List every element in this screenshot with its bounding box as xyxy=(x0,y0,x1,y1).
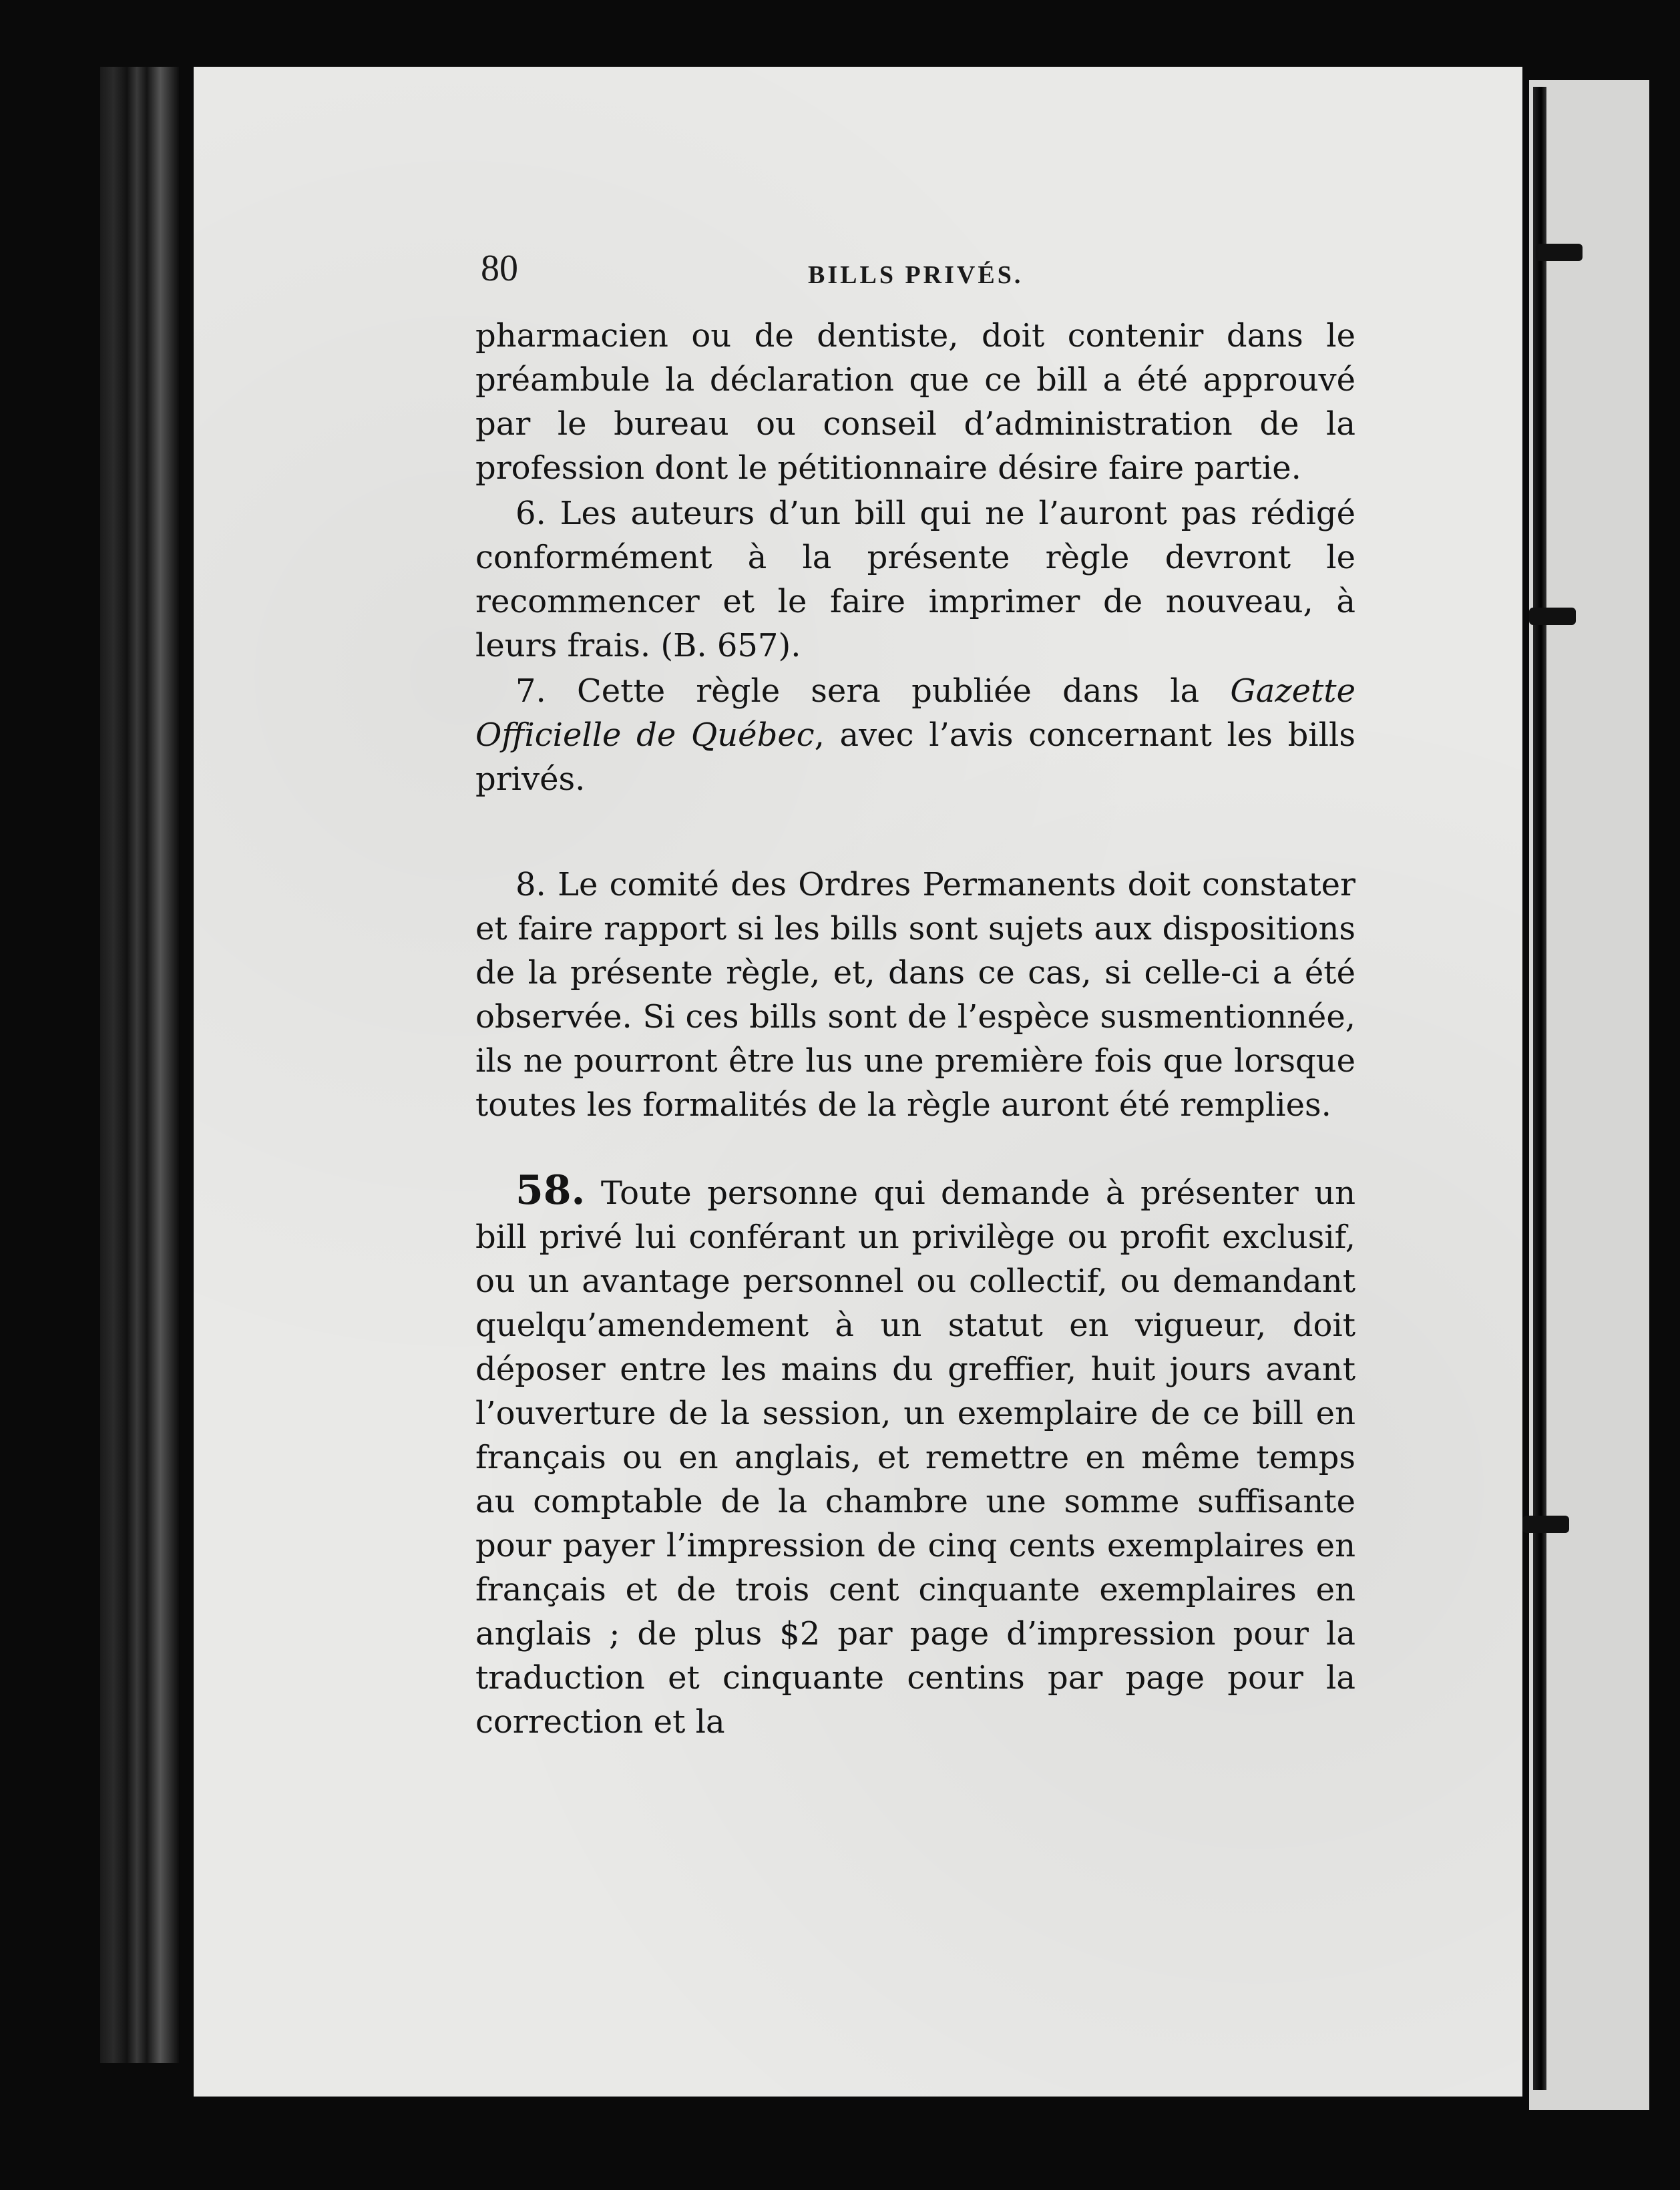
binding-knot xyxy=(1522,1516,1569,1533)
adjacent-page-edge xyxy=(1529,80,1649,2110)
paragraph-rule-8: 8. Le comité des Ordres Permanents doit constater et faire rapport si les bills sont sujets aux dispositions de la présente règle, et, dans ce cas, si celle-ci a été observée. Si ces bills sont de l’espèce susmentionnée, ils ne pourront être lus une première fois que lorsque toutes les formalités de la règle auront été remplies. xyxy=(475,866,1355,1124)
microfilm-border xyxy=(100,67,179,2063)
paragraph-continuation: pharmacien ou de dentiste, doit contenir dans le préambule la déclaration que ce bill a été approuvé par le bureau ou conseil d’administration de la profession dont le pétitionnaire désire faire partie. xyxy=(475,317,1355,487)
paragraph-rule-7 xyxy=(475,669,1355,801)
page-body xyxy=(475,314,1355,1744)
rule-7-lead: 7. Cette règle sera publiée dans la xyxy=(515,672,1231,710)
section-58-text: Toute personne qui demande à présenter un bill privé lui conférant un privilège ou profit exclusif, ou un avantage personnel ou collectif, ou demandant quelqu’amendement à un statut en vigueur, doit déposer entre les mains du greffier, huit jours avant l’ouverture de la session, un exemplaire de ce bill en français ou en anglais, et remettre en même temps au comptable de la chambre une somme suffisante pour payer l’impression de cinq cents exemplaires en français et de trois cent cinquante exemplaires en anglais ; de plus $2 par page d’impression pour la traduction et cinquante centins par page pour la correction et la xyxy=(475,1174,1355,1741)
paragraph-rule-6: 6. Les auteurs d’un bill qui ne l’auront pas rédigé conformément à la présente règle devront le recommencer et le faire imprimer de nouveau, à leurs frais. (B. 657). xyxy=(475,495,1355,664)
binding-cord xyxy=(1533,87,1546,2090)
paragraph-section-58 xyxy=(475,1168,1355,1744)
gazette-title: Gazette Officielle de Québec xyxy=(475,672,1355,754)
binding-knot xyxy=(1536,244,1583,261)
rule-7-tail: , avec l’avis concernant les bills privés. xyxy=(475,716,1355,798)
page-title: BILLS PRIVÉS. xyxy=(808,261,1024,289)
page-number: 80 xyxy=(481,248,518,289)
running-head xyxy=(481,240,1355,294)
section-number: 58. xyxy=(515,1167,586,1214)
binding-knot xyxy=(1529,608,1576,625)
